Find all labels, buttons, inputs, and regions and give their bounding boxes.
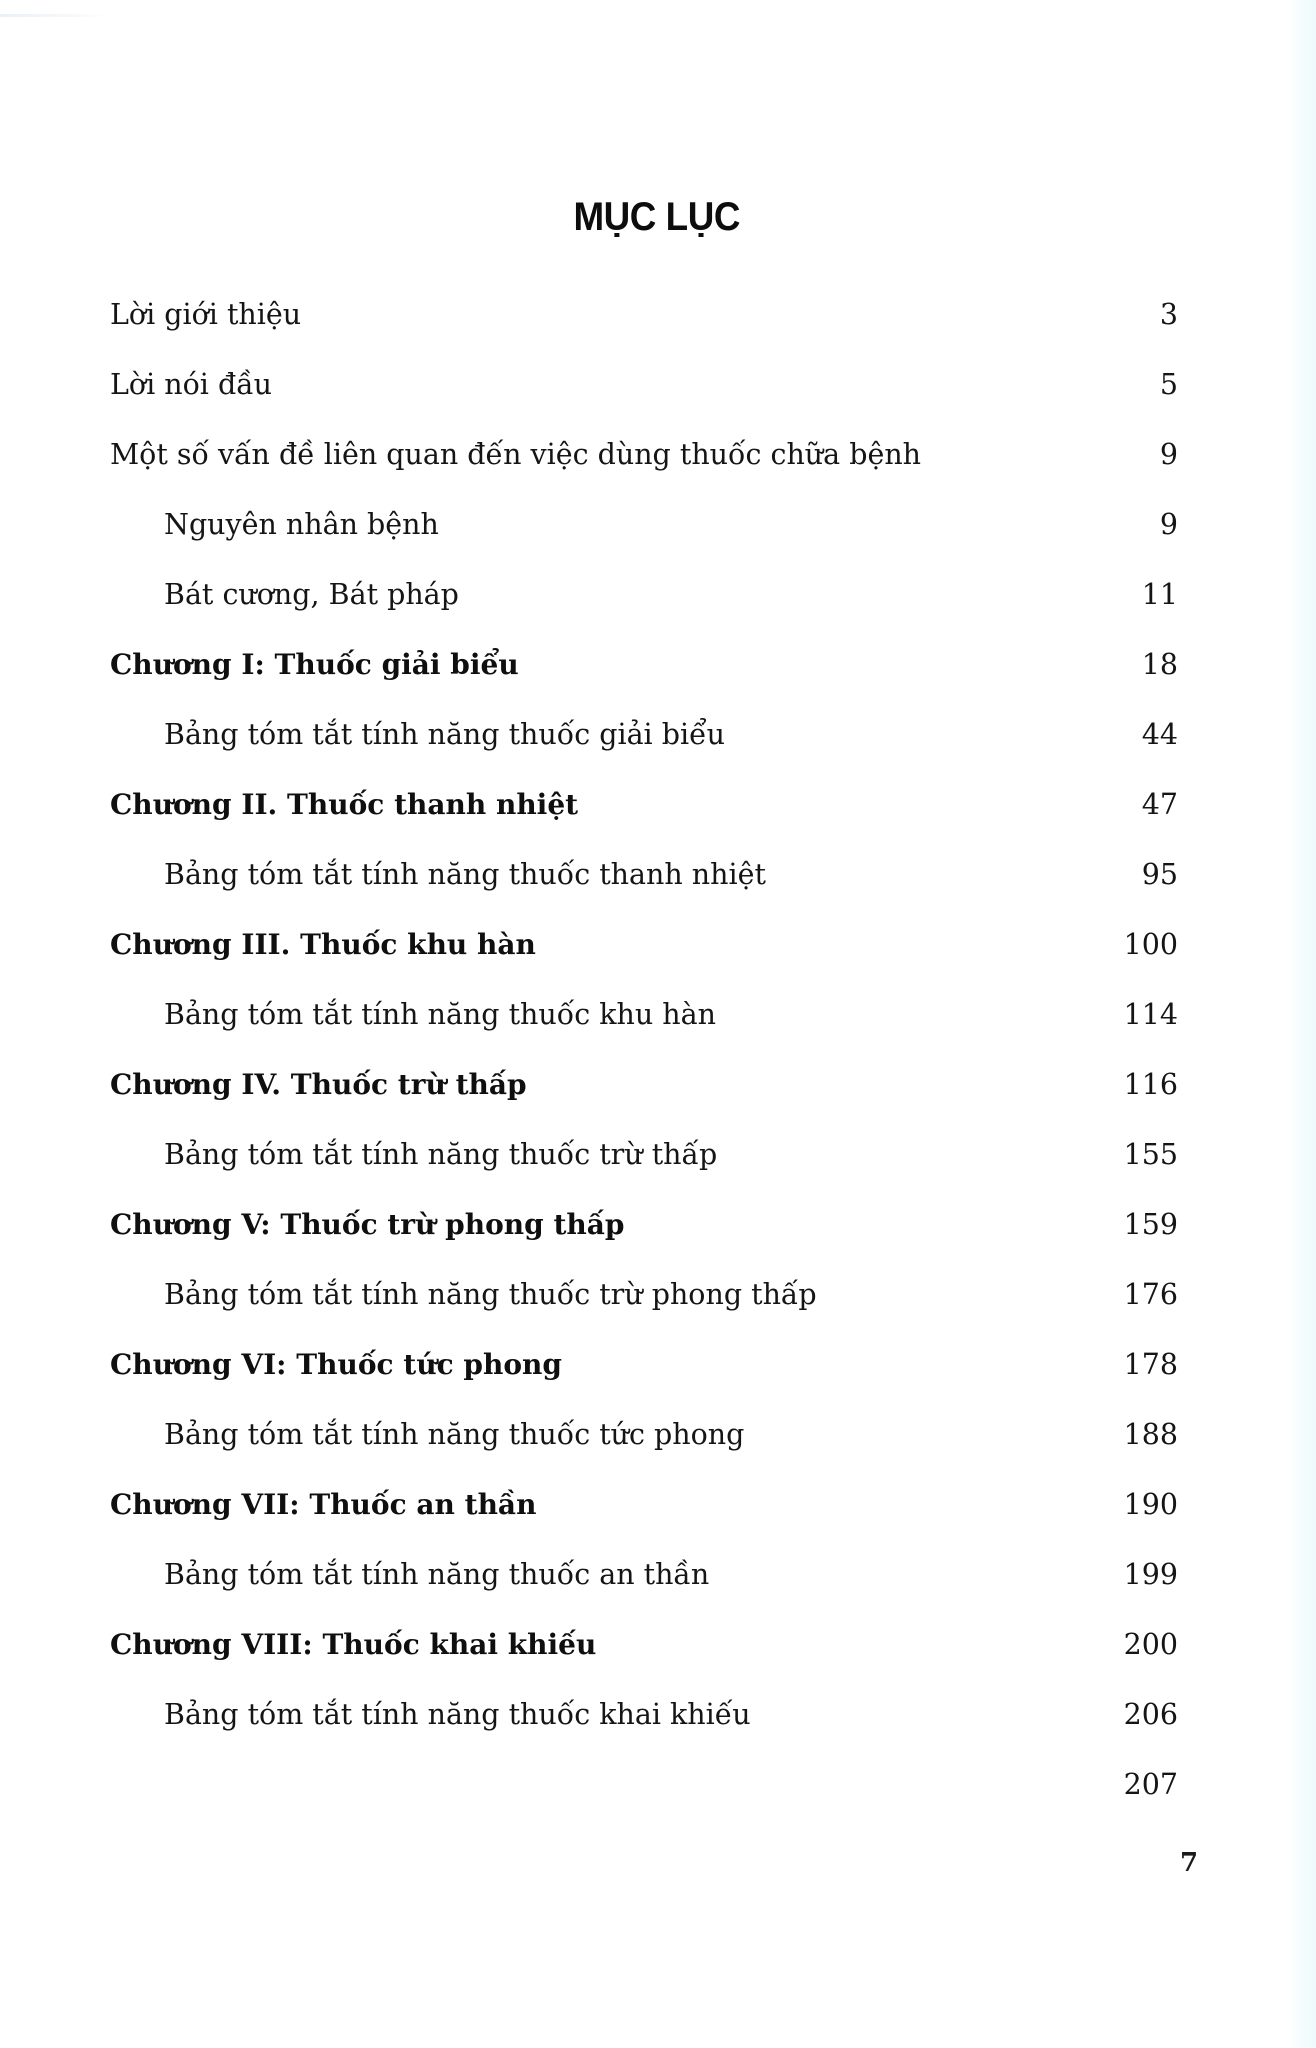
toc-entry-label: Bảng tóm tắt tính năng thuốc trừ thấp	[164, 1138, 718, 1171]
toc-entry-label: Chương II. Thuốc thanh nhiệt	[110, 788, 579, 821]
toc-entry-summary-1[interactable]	[0, 715, 1316, 755]
toc-entry-label: Chương VII: Thuốc an thần	[110, 1488, 537, 1521]
toc-entry-label: Bát cương, Bát pháp	[164, 578, 459, 611]
toc-entry-eight-principles[interactable]	[0, 575, 1316, 615]
toc-entry-summary-4[interactable]	[0, 1135, 1316, 1175]
toc-entry-page: 200	[1123, 1628, 1178, 1661]
toc-entry-disease-causes[interactable]	[0, 505, 1316, 545]
toc-entry-page: 116	[1123, 1068, 1178, 1101]
toc-chapter-3[interactable]	[0, 925, 1316, 965]
toc-entry-preface[interactable]	[0, 365, 1316, 405]
toc-entry-page: 199	[1123, 1558, 1178, 1591]
toc-entry-label: Nguyên nhân bệnh	[164, 508, 439, 541]
toc-entry-page: 206	[1123, 1698, 1178, 1731]
toc-entry-page: 176	[1123, 1278, 1178, 1311]
toc-entry-page: 190	[1123, 1488, 1178, 1521]
toc-chapter-8[interactable]	[0, 1625, 1316, 1665]
toc-entry-summary-2[interactable]	[0, 855, 1316, 895]
toc-entry-page: 188	[1123, 1418, 1178, 1451]
toc-entry-label: Chương V: Thuốc trừ phong thấp	[110, 1208, 625, 1241]
toc-entry-label: Bảng tóm tắt tính năng thuốc an thần	[164, 1558, 710, 1591]
toc-entry-unlabeled[interactable]	[0, 1765, 1316, 1805]
toc-entry-label: Bảng tóm tắt tính năng thuốc trừ phong thấp	[164, 1278, 817, 1311]
toc-entry-label: Chương I: Thuốc giải biểu	[110, 648, 519, 681]
toc-entry-page: 5	[1159, 368, 1178, 401]
toc-entry-page: 178	[1123, 1348, 1178, 1381]
toc-entry-page: 9	[1159, 438, 1178, 471]
toc-entry-label: Một số vấn đề liên quan đến việc dùng thuốc chữa bệnh	[110, 438, 922, 471]
toc-entry-page: 207	[1123, 1768, 1178, 1801]
toc-chapter-1[interactable]	[0, 645, 1316, 685]
toc-entry-intro[interactable]	[0, 295, 1316, 335]
toc-entry-label: Chương VIII: Thuốc khai khiếu	[110, 1628, 597, 1661]
toc-chapter-2[interactable]	[0, 785, 1316, 825]
toc-entry-label: Chương IV. Thuốc trừ thấp	[110, 1068, 527, 1101]
toc-entry-page: 9	[1159, 508, 1178, 541]
toc-entry-summary-7[interactable]	[0, 1555, 1316, 1595]
toc-entry-label: Lời giới thiệu	[110, 298, 302, 331]
toc-entry-summary-8[interactable]	[0, 1695, 1316, 1735]
toc-entry-page: 100	[1123, 928, 1178, 961]
page-number: 7	[1180, 1848, 1199, 1878]
toc-entry-label: Bảng tóm tắt tính năng thuốc khai khiếu	[164, 1698, 751, 1731]
toc-entry-summary-3[interactable]	[0, 995, 1316, 1035]
toc-entry-summary-5[interactable]	[0, 1275, 1316, 1315]
toc-entry-page: 11	[1141, 578, 1178, 611]
toc-entry-label: Lời nói đầu	[110, 368, 273, 401]
toc-entry-page: 95	[1141, 858, 1178, 891]
toc-chapter-7[interactable]	[0, 1485, 1316, 1525]
toc-entry-label: Chương III. Thuốc khu hàn	[110, 928, 536, 961]
toc-entry-page: 3	[1159, 298, 1178, 331]
toc-entry-page: 114	[1123, 998, 1178, 1031]
toc-entry-label: Bảng tóm tắt tính năng thuốc giải biểu	[164, 718, 725, 751]
toc-entry-summary-6[interactable]	[0, 1415, 1316, 1455]
toc-entry-page: 44	[1141, 718, 1178, 751]
toc-entry-page: 159	[1123, 1208, 1178, 1241]
toc-entry-page: 18	[1141, 648, 1178, 681]
toc-chapter-5[interactable]	[0, 1205, 1316, 1245]
toc-entry-label: Chương VI: Thuốc tức phong	[110, 1348, 562, 1381]
toc-entry-label: Bảng tóm tắt tính năng thuốc khu hàn	[164, 998, 716, 1031]
toc-entry-page: 155	[1123, 1138, 1178, 1171]
toc-chapter-6[interactable]	[0, 1345, 1316, 1385]
toc-chapter-4[interactable]	[0, 1065, 1316, 1105]
toc-entry-label: Bảng tóm tắt tính năng thuốc thanh nhiệt	[164, 858, 766, 891]
toc-entry-general-issues[interactable]	[0, 435, 1316, 475]
toc-entry-page: 47	[1141, 788, 1178, 821]
page-title: MỤC LỤC	[573, 194, 740, 239]
toc-entry-label: Bảng tóm tắt tính năng thuốc tức phong	[164, 1418, 745, 1451]
